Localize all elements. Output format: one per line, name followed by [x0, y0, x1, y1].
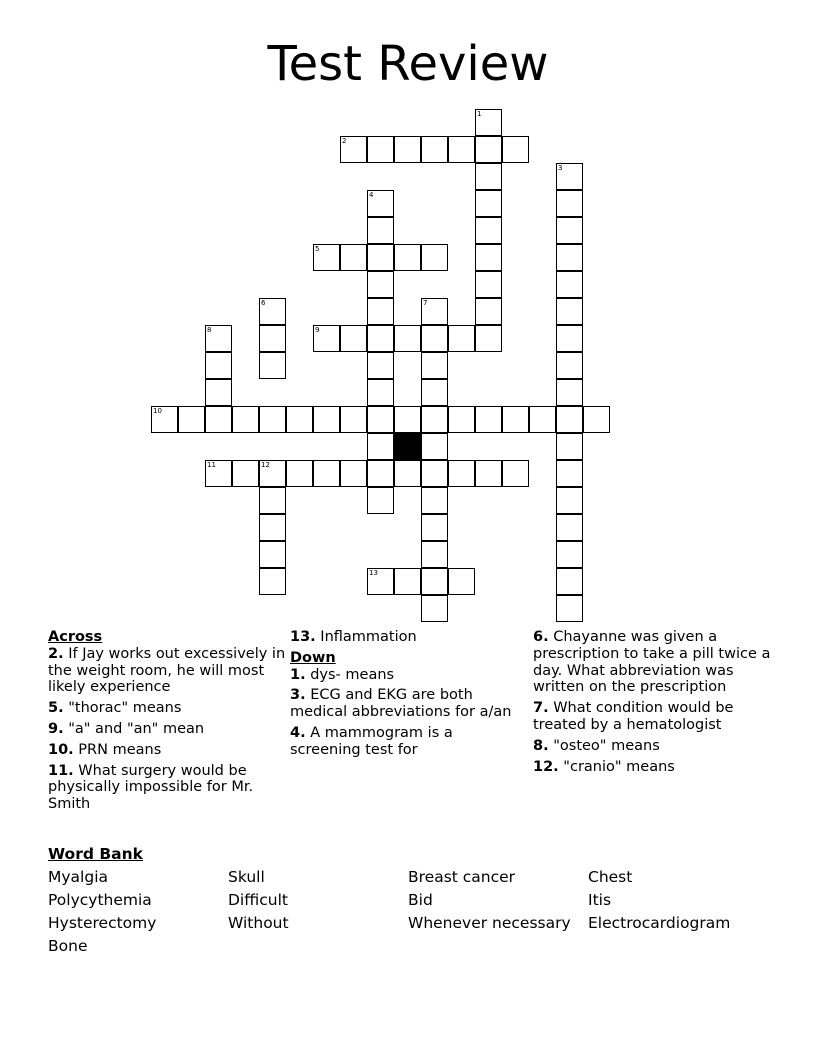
page-title: Test Review	[267, 36, 549, 92]
cell-number: 5	[315, 245, 320, 253]
crossword-cell[interactable]	[340, 244, 367, 271]
crossword-cell[interactable]	[475, 190, 502, 217]
cell-number: 13	[369, 569, 378, 577]
word-bank-item: Breast cancer	[408, 868, 516, 886]
crossword-cell[interactable]	[394, 406, 421, 433]
crossword-cell[interactable]	[475, 163, 502, 190]
crossword-cell[interactable]	[475, 271, 502, 298]
cell-number: 9	[315, 326, 320, 334]
word-bank-item: Itis	[588, 891, 612, 909]
crossword-cell[interactable]	[394, 325, 421, 352]
crossword-cell[interactable]	[340, 406, 367, 433]
across-clue-10: 10. PRN means	[48, 741, 162, 758]
cell-number: 1	[477, 110, 482, 118]
crossword-cell[interactable]	[232, 406, 259, 433]
cell-number: 3	[558, 164, 563, 172]
crossword-cell[interactable]	[394, 136, 421, 163]
crossword-cell[interactable]	[556, 541, 583, 568]
word-bank-item: Bone	[48, 937, 88, 955]
crossword-cell[interactable]	[205, 379, 232, 406]
crossword-cell[interactable]	[367, 379, 394, 406]
cell-number: 7	[423, 299, 428, 307]
crossword-cell[interactable]	[367, 568, 394, 595]
cell-number: 8	[207, 326, 212, 334]
crossword-cell[interactable]	[421, 541, 448, 568]
crossword-cell[interactable]	[556, 433, 583, 460]
word-bank-item: Chest	[588, 868, 633, 886]
crossword-cell[interactable]	[259, 541, 286, 568]
down-clue-1: 1. dys- means	[290, 666, 395, 683]
crossword-cell[interactable]	[367, 406, 394, 433]
crossword-cell[interactable]	[421, 298, 448, 325]
crossword-cell[interactable]	[502, 406, 529, 433]
crossword-cell[interactable]	[421, 325, 448, 352]
crossword-cell[interactable]	[556, 298, 583, 325]
crossword-cell[interactable]	[556, 406, 583, 433]
crossword-cell[interactable]	[259, 460, 286, 487]
crossword-cell[interactable]	[475, 325, 502, 352]
crossword-cell[interactable]	[313, 460, 340, 487]
crossword-cell[interactable]	[556, 217, 583, 244]
crossword-cell[interactable]	[529, 406, 556, 433]
across-clue-11: 11. What surgery would be physically impossible for Mr. Smith	[48, 762, 254, 813]
crossword-cell[interactable]	[556, 379, 583, 406]
cell-number: 10	[153, 407, 162, 415]
across-header: Across	[48, 629, 103, 645]
crossword-cell[interactable]	[556, 514, 583, 541]
crossword-cell[interactable]	[205, 406, 232, 433]
crossword-cell[interactable]	[421, 352, 448, 379]
crossword-cell[interactable]	[475, 298, 502, 325]
clues-column-3	[533, 629, 773, 779]
crossword-cell[interactable]	[367, 352, 394, 379]
down-clue-12: 12. "cranio" means	[533, 758, 675, 775]
crossword-cell[interactable]	[556, 163, 583, 190]
crossword-cell[interactable]	[556, 325, 583, 352]
crossword-cell[interactable]	[556, 487, 583, 514]
crossword-cell[interactable]	[421, 433, 448, 460]
crossword-cell[interactable]	[394, 568, 421, 595]
crossword-cell[interactable]	[421, 568, 448, 595]
cell-number: 2	[342, 137, 347, 145]
crossword-cell[interactable]	[502, 136, 529, 163]
across-clue-2: 2. If Jay works out excessively in the weight room, he will most likely experience	[48, 645, 286, 696]
crossword-cell[interactable]	[556, 595, 583, 622]
crossword-cell[interactable]	[421, 460, 448, 487]
crossword-cell[interactable]	[313, 325, 340, 352]
down-clue-4: 4. A mammogram is a screening test for	[290, 724, 453, 758]
crossword-cell[interactable]	[583, 406, 610, 433]
crossword-cell[interactable]	[475, 217, 502, 244]
word-bank-item: Skull	[228, 868, 265, 886]
crossword-cell[interactable]	[259, 406, 286, 433]
crossword-cell[interactable]	[556, 244, 583, 271]
crossword-cell[interactable]	[313, 406, 340, 433]
crossword-cell[interactable]	[340, 136, 367, 163]
down-clue-8: 8. "osteo" means	[533, 737, 660, 754]
crossword-cell[interactable]	[421, 379, 448, 406]
clues-column-2	[290, 629, 526, 763]
cell-number: 12	[261, 461, 270, 469]
cell-number: 4	[369, 191, 374, 199]
crossword-cell[interactable]	[421, 406, 448, 433]
across-clue-5: 5. "thorac" means	[48, 700, 182, 717]
crossword-cell[interactable]	[421, 514, 448, 541]
crossword-cell[interactable]	[259, 514, 286, 541]
crossword-cell[interactable]	[421, 595, 448, 622]
crossword-cell[interactable]	[475, 406, 502, 433]
crossword-cell[interactable]	[421, 244, 448, 271]
clues-column-1	[48, 629, 286, 817]
crossword-cell[interactable]	[367, 244, 394, 271]
crossword-cell[interactable]	[421, 136, 448, 163]
crossword-cell[interactable]	[232, 460, 259, 487]
crossword-cell[interactable]	[421, 487, 448, 514]
across-clue-9: 9. "a" and "an" mean	[48, 720, 205, 737]
crossword-cell[interactable]	[259, 568, 286, 595]
down-clue-6: 6. Chayanne was given a prescription to take a pill twice a day. What abbreviation was written on the prescription	[533, 629, 771, 696]
crossword-cell[interactable]	[313, 244, 340, 271]
crossword-cell[interactable]	[367, 298, 394, 325]
cell-number: 6	[261, 299, 266, 307]
crossword-cell[interactable]	[556, 460, 583, 487]
crossword-cell[interactable]	[367, 433, 394, 460]
crossword-cell[interactable]	[556, 271, 583, 298]
crossword-cell[interactable]	[205, 460, 232, 487]
crossword-cell[interactable]	[367, 136, 394, 163]
crossword-cell[interactable]	[556, 352, 583, 379]
word-bank-item: Hysterectomy	[48, 914, 157, 932]
crossword-cell[interactable]	[259, 298, 286, 325]
crossword-cell[interactable]	[367, 460, 394, 487]
crossword-cell[interactable]	[475, 136, 502, 163]
crossword-cell[interactable]	[448, 406, 475, 433]
crossword-cell[interactable]	[556, 568, 583, 595]
word-bank-item: Myalgia	[48, 868, 108, 886]
word-bank-item: Difficult	[228, 891, 288, 909]
word-bank-title: Word Bank	[48, 845, 143, 863]
crossword-cell[interactable]	[286, 460, 313, 487]
crossword-cell[interactable]	[367, 487, 394, 514]
down-header: Down	[290, 649, 336, 666]
crossword-cell[interactable]	[367, 217, 394, 244]
crossword-cell[interactable]	[367, 190, 394, 217]
crossword-cell[interactable]	[286, 406, 313, 433]
crossword-cell[interactable]	[475, 244, 502, 271]
word-bank-item: Whenever necessary	[408, 914, 571, 932]
crossword-cell[interactable]	[205, 325, 232, 352]
crossword-cell[interactable]	[367, 325, 394, 352]
crossword-cell[interactable]	[394, 460, 421, 487]
down-clue-3: 3. ECG and EKG are both medical abbreviations for a/an	[290, 687, 512, 721]
cell-number: 11	[207, 461, 216, 469]
word-bank-item: Electrocardiogram	[588, 914, 731, 932]
across-clue-13: 13. Inflammation	[290, 629, 417, 645]
crossword-cell[interactable]	[367, 271, 394, 298]
word-bank-item: Bid	[408, 891, 433, 909]
crossword-cell[interactable]	[151, 406, 178, 433]
crossword-cell[interactable]	[475, 460, 502, 487]
crossword-cell[interactable]	[259, 352, 286, 379]
crossword-cell[interactable]	[556, 190, 583, 217]
crossword-cell[interactable]	[340, 460, 367, 487]
crossword-cell[interactable]	[259, 487, 286, 514]
word-bank-item: Without	[228, 914, 289, 932]
word-bank-item: Polycythemia	[48, 891, 152, 909]
crossword-cell[interactable]	[205, 352, 232, 379]
crossword-cell[interactable]	[259, 325, 286, 352]
crossword-cell[interactable]	[448, 325, 475, 352]
crossword-cell[interactable]	[178, 406, 205, 433]
down-clue-7: 7. What condition would be treated by a hematologist	[533, 700, 734, 733]
crossword-cell[interactable]	[394, 244, 421, 271]
crossword-cell[interactable]	[448, 136, 475, 163]
crossword-cell[interactable]	[475, 109, 502, 136]
crossword-cell[interactable]	[340, 325, 367, 352]
crossword-cell[interactable]	[502, 460, 529, 487]
black-cell	[394, 433, 421, 460]
crossword-cell[interactable]	[448, 460, 475, 487]
crossword-cell[interactable]	[448, 568, 475, 595]
